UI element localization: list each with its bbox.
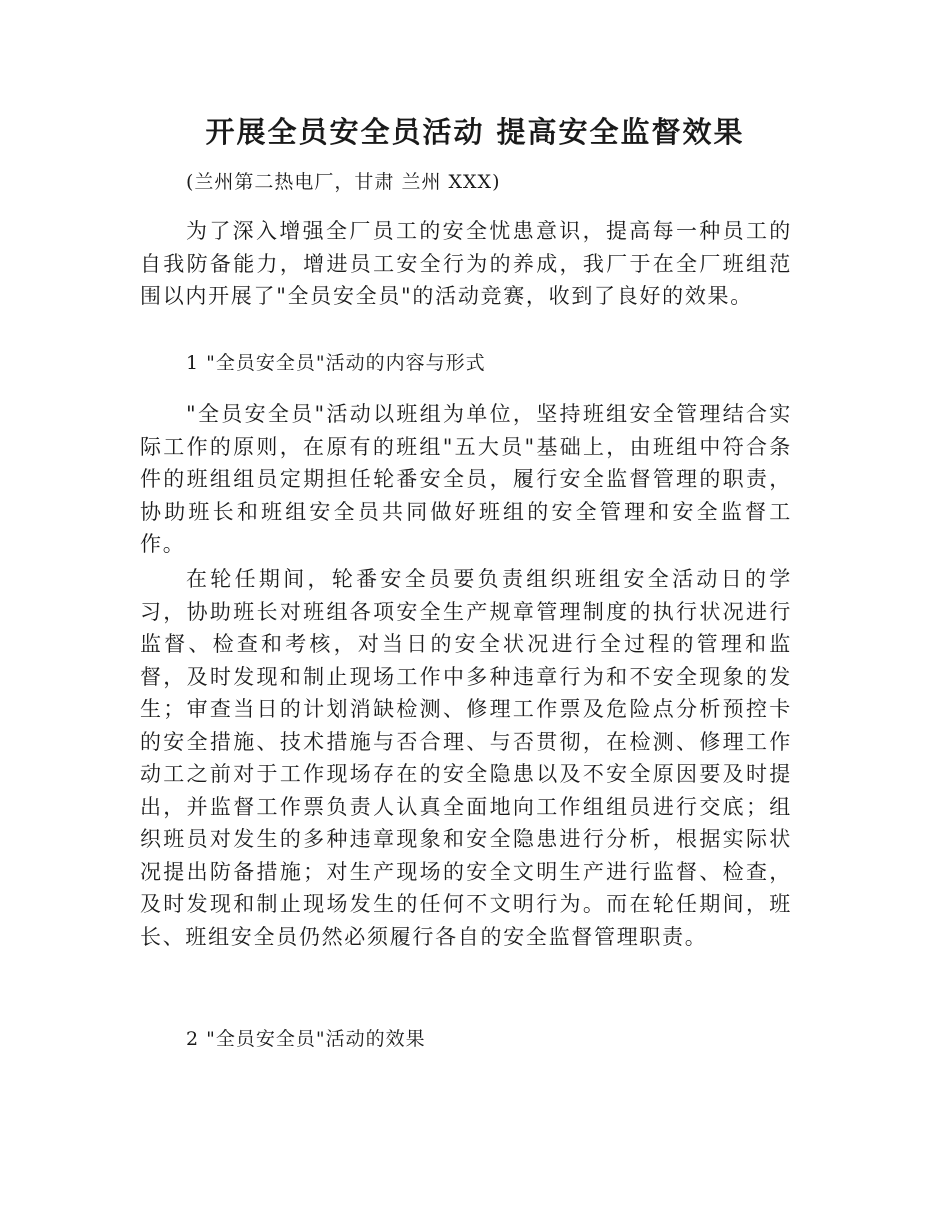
intro-paragraph: 为了深入增强全厂员工的安全忧患意识，提高每一种员工的自我防备能力，增进员工安全行为的养成，我厂于在全厂班组范围以内开展了"全员安全员"的活动竞赛，收到了良好的效果。 <box>140 219 792 308</box>
section-1-paragraph-2: 在轮任期间，轮番安全员要负责组织班组安全活动日的学习，协助班长对班组各项安全生产规章管理制度的执行状况进行监督、检查和考核，对当日的安全状况进行全过程的管理和监督，及时发现和制止现场工作中多种违章行为和不安全现象的发生；审查当日的计划消缺检测、修理工作票及危险点分析预控卡的安全措施、技术措施与否合理、与否贯彻，在检测、修理工作动工之前对于工作现场存在的安全隐患以及不安全原因要及时提出，并监督工作票负责人认真全面地向工作组组员进行交底；组织班员对发生的多种违章现象和安全隐患进行分析，根据实际状况提出防备措施；对生产现场的安全文明生产进行监督、检查，及时发现和制止现场发生的任何不文明行为。而在轮任期间，班长、班组安全员仍然必须履行各自的安全监督管理职责。 <box>140 567 792 949</box>
author-affiliation: (兰州第二热电厂，甘肃 兰州 XXX) <box>186 171 501 193</box>
section-1-paragraph-1: "全员安全员"活动以班组为单位，坚持班组安全管理结合实际工作的原则，在原有的班组"五大员"基础上，由班组中符合条件的班组组员定期担任轮番安全员，履行安全监督管理的职责，协助班长和班组安全员共同做好班组的安全管理和安全监督工作。 <box>140 402 792 556</box>
section-heading-1: 1 "全员安全员"活动的内容与形式 <box>186 352 486 374</box>
document-title: 开展全员安全员活动 提高安全监督效果 <box>205 115 745 149</box>
section-heading-2: 2 "全员安全员"活动的效果 <box>186 1028 426 1050</box>
